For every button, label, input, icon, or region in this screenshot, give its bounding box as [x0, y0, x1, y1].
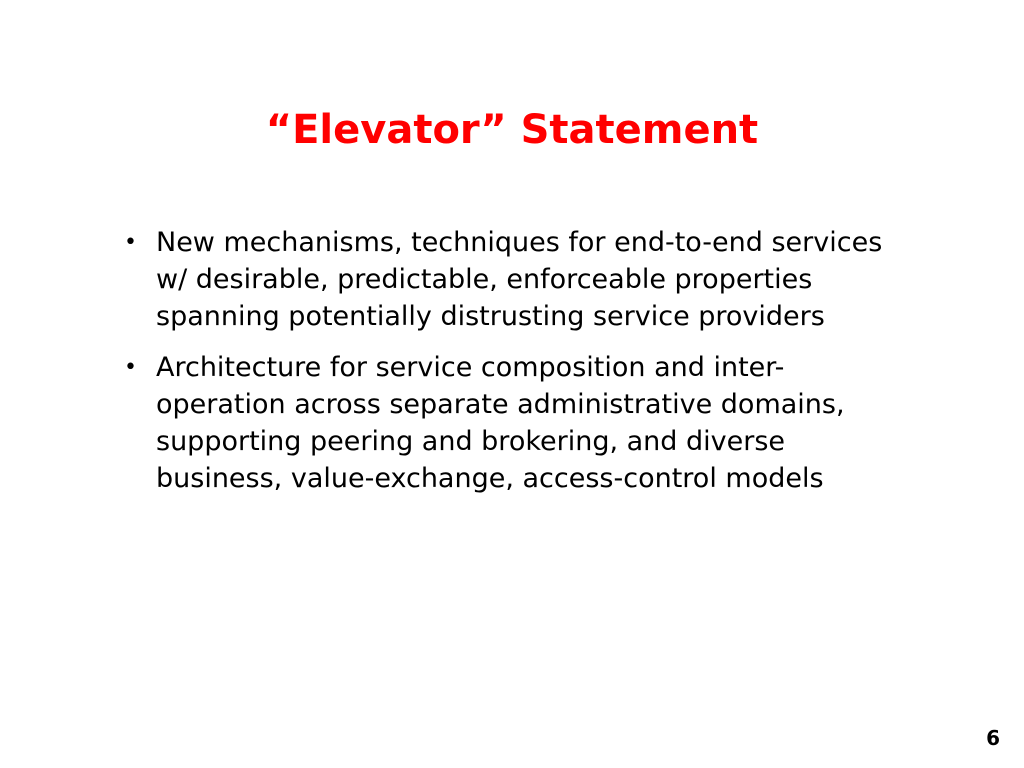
slide-title: “Elevator” Statement: [265, 107, 759, 153]
bullet-item: [124, 224, 914, 335]
slide-number: 6: [986, 726, 1000, 750]
bullet-text: Architecture for service composition and inter-operation across separate administrative domains, supporting peering and brokering, and diverse business, value-exchange, access-control models: [156, 352, 845, 494]
bullet-text: New mechanisms, techniques for end-to-end services w/ desirable, predictable, enforceable properties spanning potentially distrusting service providers: [156, 227, 883, 332]
bullet-item: [124, 349, 914, 497]
bullet-marker: •: [124, 230, 137, 255]
bullet-marker: •: [124, 355, 137, 380]
bullet-list: [124, 224, 914, 511]
